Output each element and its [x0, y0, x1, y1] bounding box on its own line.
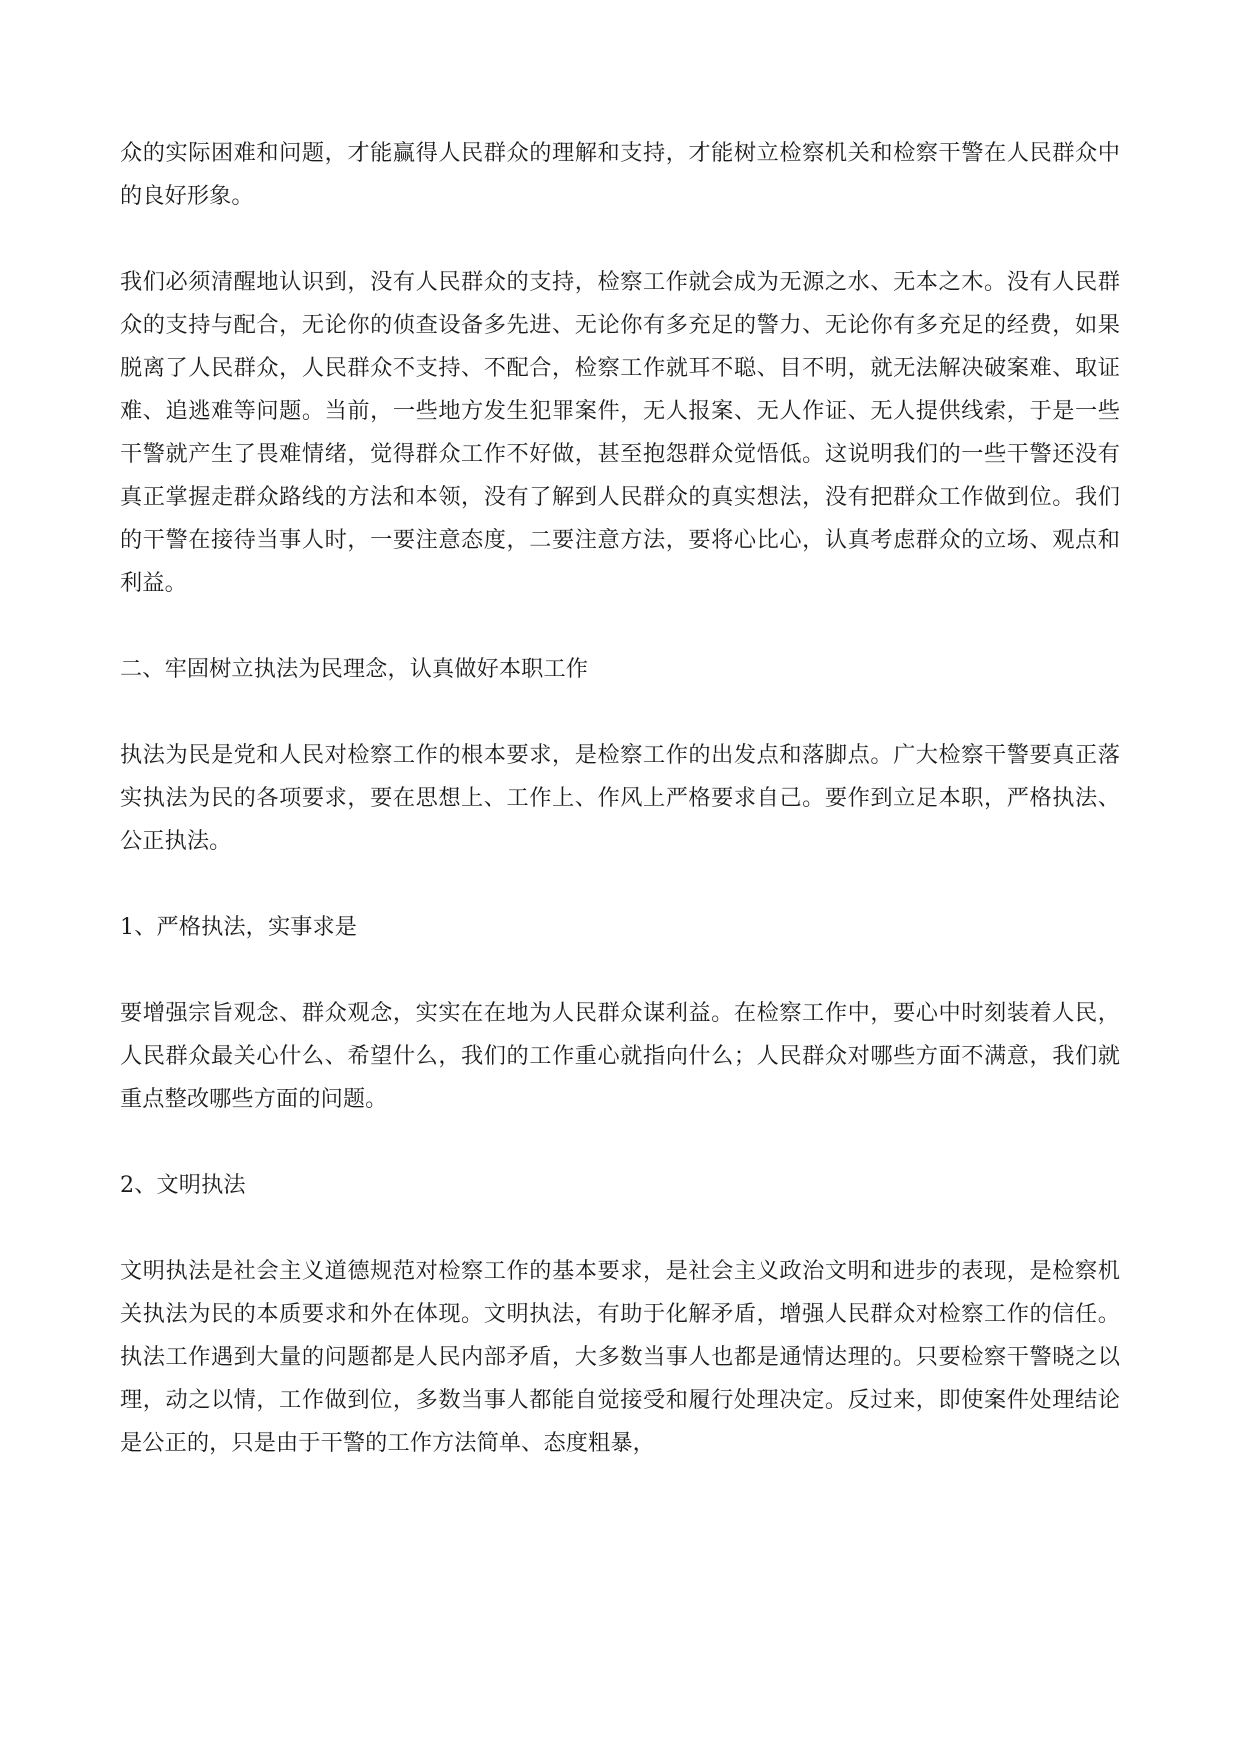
paragraph-1: 众的实际困难和问题，才能赢得人民群众的理解和支持，才能树立检察机关和检察干警在人民群众中的良好形象。: [120, 140, 1120, 209]
paragraph-3: 执法为民是党和人民对检察工作的根本要求，是检察工作的出发点和落脚点。广大检察干警要真正落实执法为民的各项要求，要在思想上、工作上、作风上严格要求自己。要作到立足本职，严格执法、公正执法。: [120, 742, 1120, 854]
document-body: [120, 132, 1120, 1508]
section-heading-2: 二、牢固树立执法为民理念，认真做好本职工作: [120, 656, 589, 682]
paragraph-2: 我们必须清醒地认识到，没有人民群众的支持，检察工作就会成为无源之水、无本之木。没有人民群众的支持与配合，无论你的侦查设备多先进、无论你有多充足的警力、无论你有多充足的经费，如果脱离了人民群众，人民群众不支持、不配合，检察工作就耳不聪、目不明，就无法解决破案难、取证难、追逃难等问题。当前，一些地方发生犯罪案件，无人报案、无人作证、无人提供线索，于是一些干警就产生了畏难情绪，觉得群众工作不好做，甚至抱怨群众觉悟低。这说明我们的一些干警还没有真正掌握走群众路线的方法和本领，没有了解到人民群众的真实想法，没有把群众工作做到位。我们的干警在接待当事人时，一要注意态度，二要注意方法，要将心比心，认真考虑群众的立场、观点和利益。: [120, 269, 1120, 596]
subheading-2: 2、文明执法: [120, 1172, 246, 1198]
subheading-1: 1、严格执法，实事求是: [120, 914, 358, 940]
paragraph-4: 要增强宗旨观念、群众观念，实实在在地为人民群众谋利益。在检察工作中，要心中时刻装着人民，人民群众最关心什么、希望什么，我们的工作重心就指向什么；人民群众对哪些方面不满意，我们就重点整改哪些方面的问题。: [120, 1000, 1120, 1112]
paragraph-5: 文明执法是社会主义道德规范对检察工作的基本要求，是社会主义政治文明和进步的表现，是检察机关执法为民的本质要求和外在体现。文明执法，有助于化解矛盾，增强人民群众对检察工作的信任。执法工作遇到大量的问题都是人民内部矛盾，大多数当事人也都是通情达理的。只要检察干警晓之以理，动之以情，工作做到位，多数当事人都能自觉接受和履行处理决定。反过来，即使案件处理结论是公正的，只是由于干警的工作方法简单、态度粗暴，: [120, 1258, 1120, 1456]
